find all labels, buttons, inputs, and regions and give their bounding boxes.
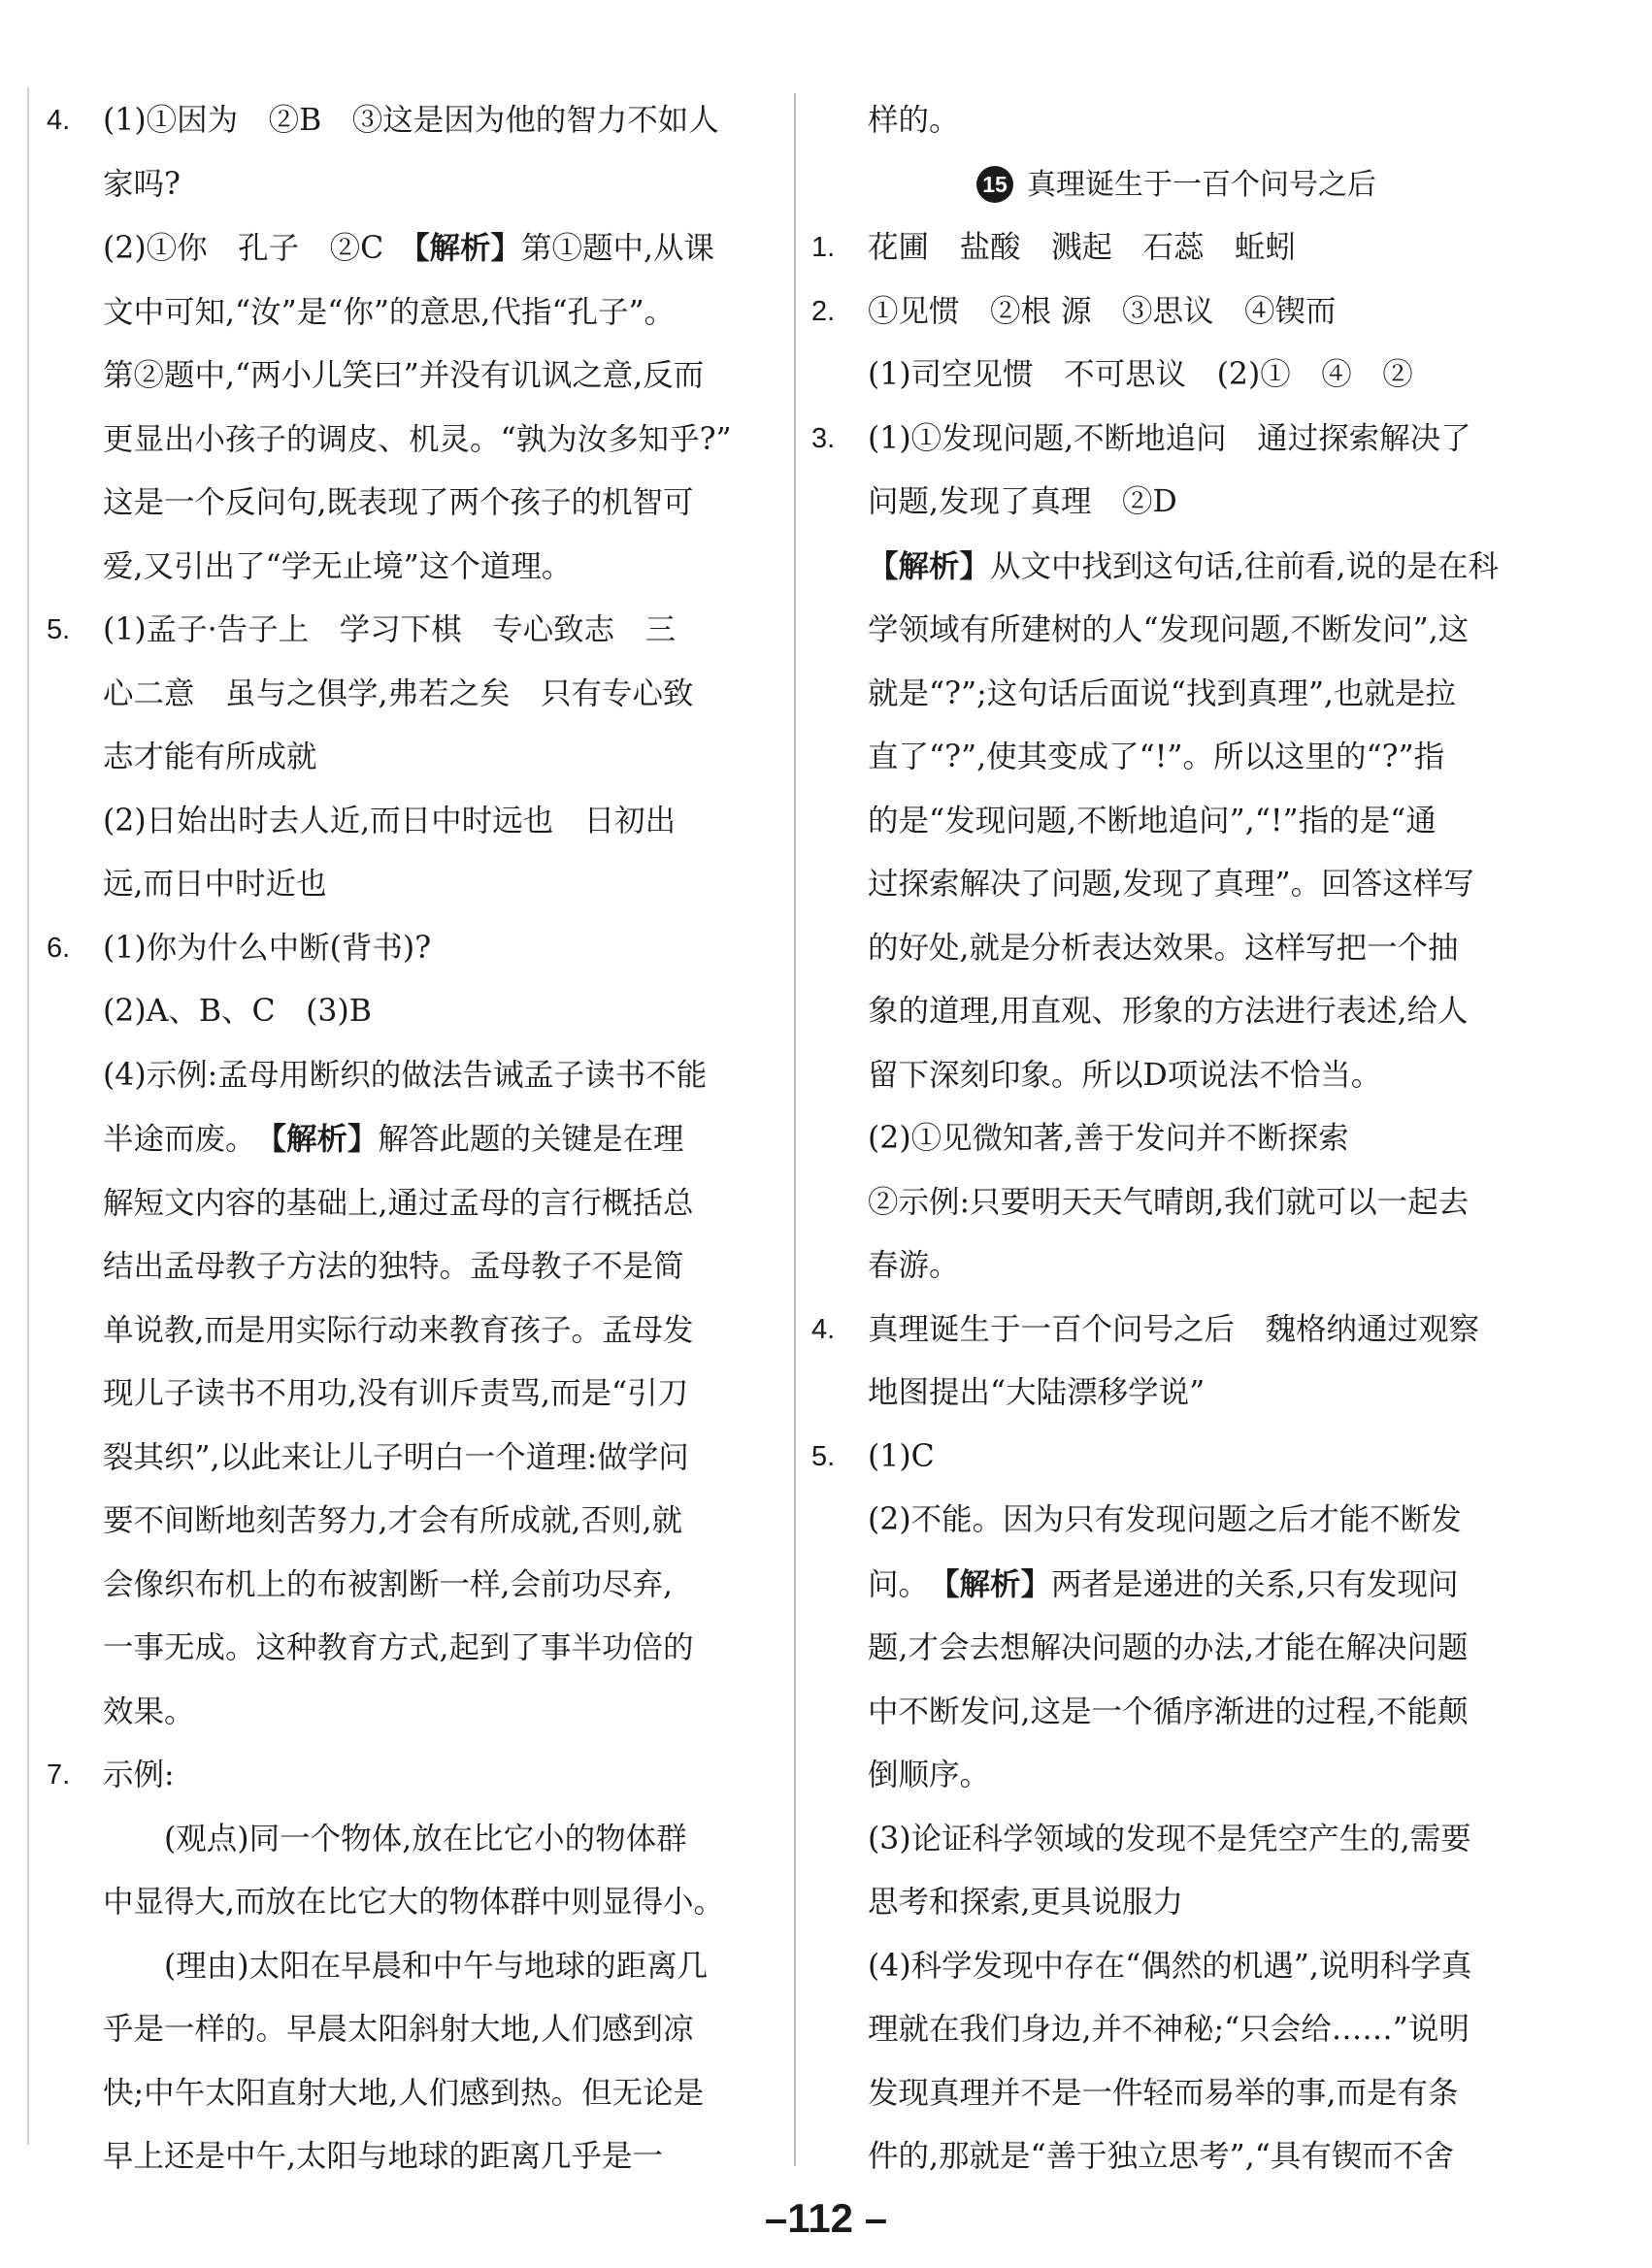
binding-line — [27, 87, 29, 2145]
text-line: 象的道理,用直观、形象的方法进行表述,给人 — [868, 994, 1469, 1029]
text-line: 花圃 盐酸 溅起 石蕊 蚯蚓 — [868, 230, 1297, 265]
text-line: (1)司空见惯 不可思议 (2)① ④ ② — [868, 357, 1413, 392]
text-line — [103, 1107, 776, 1172]
text-line: (2)不能。因为只有发现问题之后才能不断发 — [868, 1502, 1462, 1537]
text-line: 理就在我们身边,并不神秘;“只会给……”说明 — [868, 2012, 1470, 2047]
text-line: 的好处,就是分析表达效果。这样写把一个抽 — [868, 930, 1459, 966]
continued-text: 样的。 — [868, 103, 960, 138]
text-line: 快;中午太阳直射大地,人们感到热。但无论是 — [103, 2075, 705, 2111]
question-1 — [811, 216, 1541, 280]
text-line — [868, 535, 1541, 600]
text-line: (2)①见微知著,善于发问并不断探索 — [868, 1121, 1349, 1156]
question-4 — [47, 89, 776, 599]
question-body — [103, 917, 776, 1745]
text-run: (2)①你 孔子 ②C — [103, 231, 414, 266]
analysis-tag: 【解析】 — [868, 547, 991, 584]
text-line: 真理诞生于一百个问号之后 魏格纳通过观察 — [868, 1311, 1480, 1347]
text-line: 思考和探索,更具说服力 — [868, 1885, 1184, 1920]
text-line: ②示例:只要明天天气晴朗,我们就可以一起去 — [868, 1184, 1470, 1220]
question-number: 6. — [47, 932, 71, 964]
text-line: 题,才会去想解决问题的办法,才能在解决问题 — [868, 1630, 1469, 1665]
analysis-tag: 【解析】 — [271, 1121, 379, 1157]
text-line: 要不间断地刻苦努力,才会有所成就,否则,就 — [103, 1503, 683, 1538]
text-line — [868, 1553, 1541, 1618]
text-line: (1)①因为 ②B ③这是因为他的智力不如人 — [103, 103, 719, 138]
text-line: 效果。 — [103, 1693, 195, 1729]
text-line: 中显得大,而放在比它大的物体群中则显得小。 — [103, 1885, 725, 1920]
text-line: 远,而日中时近也 — [103, 867, 327, 902]
text-run: 解答此题的关键是在理 — [378, 1122, 684, 1157]
question-body — [868, 408, 1541, 1298]
question-body — [103, 89, 776, 599]
text-run: 半途而废。 — [103, 1122, 272, 1157]
text-line: (1)①发现问题,不断地追问 通过探索解决了 — [868, 420, 1471, 456]
text-line: 爱,又引出了“学无止境”这个道理。 — [103, 548, 573, 584]
analysis-tag: 【解析】 — [413, 230, 521, 266]
text-line: (理由)太阳在早晨和中午与地球的距离几 — [164, 1948, 709, 1984]
question-number: 5. — [811, 1440, 836, 1472]
text-line: ①见惯 ②根 源 ③思议 ④锲而 — [868, 293, 1337, 329]
question-body — [103, 599, 776, 917]
question-2 — [811, 280, 1541, 408]
text-line: (3)论证科学领域的发现不是凭空产生的,需要 — [868, 1821, 1471, 1857]
left-column — [47, 89, 776, 2189]
question-3 — [811, 408, 1541, 1298]
right-column — [811, 89, 1541, 2189]
question-body — [868, 216, 1541, 280]
question-number: 7. — [47, 1759, 71, 1791]
section-title: 真理诞生于一百个问号之后 — [1027, 167, 1376, 202]
text-line: (2)A、B、C (3)B — [103, 994, 372, 1029]
text-line: 单说教,而是用实际行动来教育孩子。孟母发 — [103, 1312, 694, 1348]
text-line: 早上还是中午,太阳与地球的距离几乎是一 — [103, 2139, 664, 2174]
text-run: 两者是递进的关系,只有发现问 — [1051, 1566, 1459, 1602]
question-number: 5. — [47, 614, 71, 645]
question-body — [868, 1426, 1541, 2189]
text-line: (1)C — [868, 1438, 935, 1474]
text-line: 裂其织”,以此来让儿子明白一个道理:做学问 — [103, 1439, 689, 1475]
text-line: 学领域有所建树的人“发现问题,不断发问”,这 — [868, 612, 1470, 647]
question-7 — [47, 1744, 776, 2189]
text-line: 留下深刻印象。所以D项说法不恰当。 — [868, 1057, 1382, 1093]
text-line: 倒顺序。 — [868, 1758, 991, 1792]
text-line: 地图提出“大陆漂移学说” — [868, 1375, 1206, 1410]
text-line: 一事无成。这种教育方式,起到了事半功倍的 — [103, 1630, 694, 1665]
text-line: 志才能有所成就 — [103, 740, 317, 774]
margin-text — [0, 641, 21, 1514]
text-line: 会像织布机上的布被割断一样,会前功尽弃, — [103, 1566, 674, 1602]
text-line: 问题,发现了真理 ②D — [868, 484, 1177, 519]
text-run: 问。 — [868, 1566, 944, 1602]
text-line: (1)你为什么中断(背书)? — [103, 930, 432, 966]
analysis-tag: 【解析】 — [943, 1565, 1052, 1602]
question-5 — [47, 599, 776, 917]
text-line: 过探索解决了问题,发现了真理”。回答这样写 — [868, 867, 1474, 902]
text-run: 从文中找到这句话,往前看,说的是在科 — [990, 548, 1500, 584]
column-divider — [794, 93, 796, 2166]
text-line: 文中可知,“汝”是“你”的意思,代指“孔子”。 — [103, 294, 676, 330]
text-line: 更显出小孩子的调皮、机灵。“孰为汝多知乎?” — [103, 421, 732, 457]
text-line: 乎是一样的。早晨太阳斜射大地,人们感到凉 — [103, 2012, 694, 2047]
text-line: 春游。 — [868, 1248, 960, 1283]
page-number: –112 – — [764, 2195, 888, 2241]
text-line: 家吗? — [103, 166, 181, 202]
question-number: 1. — [811, 232, 836, 263]
lesson-number-badge: 15 — [976, 166, 1013, 203]
text-line: 就是“?”;这句话后面说“找到真理”,也就是拉 — [868, 675, 1456, 711]
question-number: 4. — [47, 105, 71, 136]
text-line: 结出孟母教子方法的独特。孟母教子不是简 — [103, 1249, 684, 1284]
text-line: (4)科学发现中存在“偶然的机遇”,说明科学真 — [868, 1948, 1472, 1984]
question-5-right — [811, 1426, 1541, 2189]
question-6 — [47, 917, 776, 1745]
question-body — [103, 1744, 776, 2189]
question-number: 2. — [811, 295, 836, 327]
text-line: (2)日始出时去人近,而日中时远也 日初出 — [103, 803, 677, 838]
text-line: 示例: — [103, 1758, 175, 1792]
question-number: 3. — [811, 422, 836, 454]
question-body — [868, 280, 1541, 408]
question-4-right — [811, 1298, 1541, 1426]
text-line: 中不断发问,这是一个循序渐进的过程,不能颠 — [868, 1693, 1469, 1729]
text-line: (观点)同一个物体,放在比它小的物体群 — [164, 1821, 687, 1857]
text-line: (4)示例:孟母用断织的做法告诫孟子读书不能 — [103, 1057, 708, 1093]
text-line: 发现真理并不是一件轻而易举的事,而是有条 — [868, 2075, 1459, 2111]
text-line: 第②题中,“两小儿笑曰”并没有讥讽之意,反而 — [103, 358, 705, 393]
text-line: 心二意 虽与之俱学,弗若之矣 只有专心致 — [103, 675, 694, 711]
text-line: 件的,那就是“善于独立思考”,“具有锲而不舍 — [868, 2139, 1454, 2174]
section-heading — [811, 153, 1541, 217]
text-line — [103, 216, 776, 281]
text-run: 第①题中,从课 — [521, 231, 715, 266]
text-line: 现儿子读书不用功,没有训斥责骂,而是“引刀 — [103, 1376, 689, 1411]
text-line: 这是一个反问句,既表现了两个孩子的机智可 — [103, 485, 694, 520]
text-line: 的是“发现问题,不断地追问”,“!”指的是“通 — [868, 803, 1437, 838]
text-line: (1)孟子·告子上 学习下棋 专心致志 三 — [103, 612, 677, 647]
question-number: 4. — [811, 1313, 836, 1345]
text-line: 直了“?”,使其变成了“!”。所以这里的“?”指 — [868, 740, 1445, 774]
text-line: 解短文内容的基础上,通过孟母的言行概括总 — [103, 1185, 694, 1221]
question-body — [868, 1298, 1541, 1426]
